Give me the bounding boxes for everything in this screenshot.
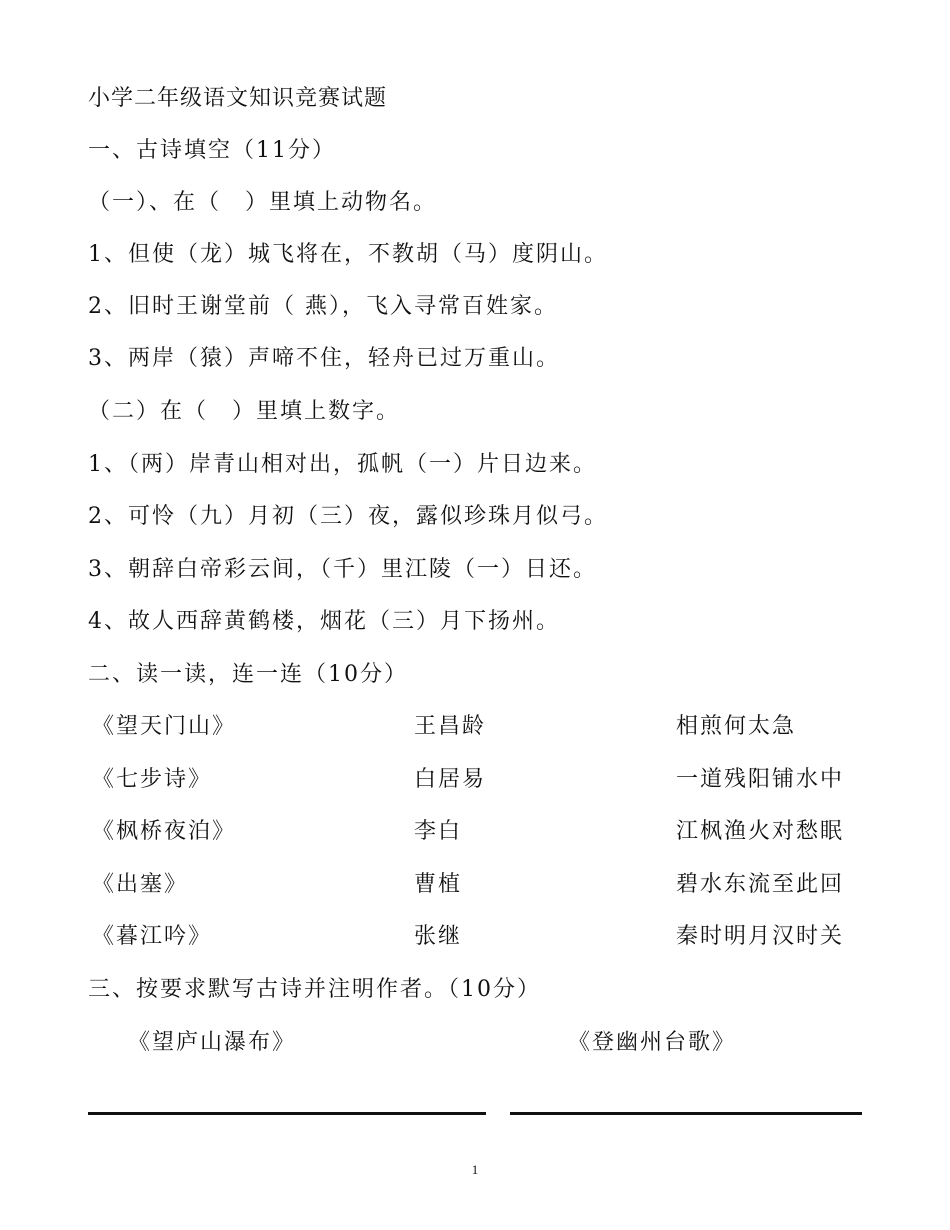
section1-part1-heading: （一）、在（ ）里填上动物名。	[88, 190, 438, 215]
matching-author: 李白	[414, 819, 463, 844]
matching-verse: 碧水东流至此回	[676, 872, 845, 897]
matching-poem: 《望天门山》	[92, 714, 237, 739]
section1-part1-item-2: 2、旧时王谢堂前（ 燕），飞入寻常百姓家。	[88, 294, 558, 319]
page-number: 1	[471, 1162, 479, 1177]
matching-poem: 《枫桥夜泊》	[92, 819, 237, 844]
answer-line-right	[510, 1112, 862, 1115]
section1-part1-item-1: 1、但使（龙）城飞将在，不教胡（马）度阴山。	[88, 242, 608, 267]
matching-verse: 相煎何太急	[676, 714, 797, 739]
matching-verse: 一道残阳铺水中	[676, 767, 845, 792]
section1-part2-item-4: 4、故人西辞黄鹤楼，烟花（三）月下扬州。	[88, 609, 560, 634]
matching-author: 王昌龄	[414, 714, 487, 739]
section1-part2-item-2: 2、可怜（九）月初（三）夜，露似珍珠月似弓。	[88, 504, 608, 529]
section3-heading: 三、按要求默写古诗并注明作者。（10分）	[88, 977, 541, 1002]
section1-part2-heading: （二）在（ ）里填上数字。	[88, 399, 401, 424]
matching-poem: 《出塞》	[92, 872, 189, 897]
matching-verse: 秦时明月汉时关	[676, 924, 845, 949]
document-title: 小学二年级语文知识竞赛试题	[88, 86, 388, 111]
matching-poem: 《暮江吟》	[92, 924, 213, 949]
matching-poem: 《七步诗》	[92, 767, 213, 792]
matching-author: 张继	[414, 924, 463, 949]
matching-verse: 江枫渔火对愁眠	[676, 819, 845, 844]
poem-title-right: 《登幽州台歌》	[568, 1030, 737, 1055]
section1-part2-item-1: 1、（两）岸青山相对出，孤帆（一）片日边来。	[88, 452, 597, 477]
section1-part2-item-3: 3、朝辞白帝彩云间，（千）里江陵（一）日还。	[88, 557, 597, 582]
section1-part1-item-3: 3、两岸（猿）声啼不住，轻舟已过万重山。	[88, 346, 560, 371]
poem-title-left: 《望庐山瀑布》	[128, 1030, 297, 1055]
answer-line-left	[88, 1112, 486, 1115]
section2-heading: 二、读一读，连一连（10分）	[88, 662, 408, 687]
matching-author: 白居易	[414, 767, 487, 792]
matching-author: 曹植	[414, 872, 463, 897]
section1-heading: 一、古诗填空（11分）	[88, 138, 336, 163]
